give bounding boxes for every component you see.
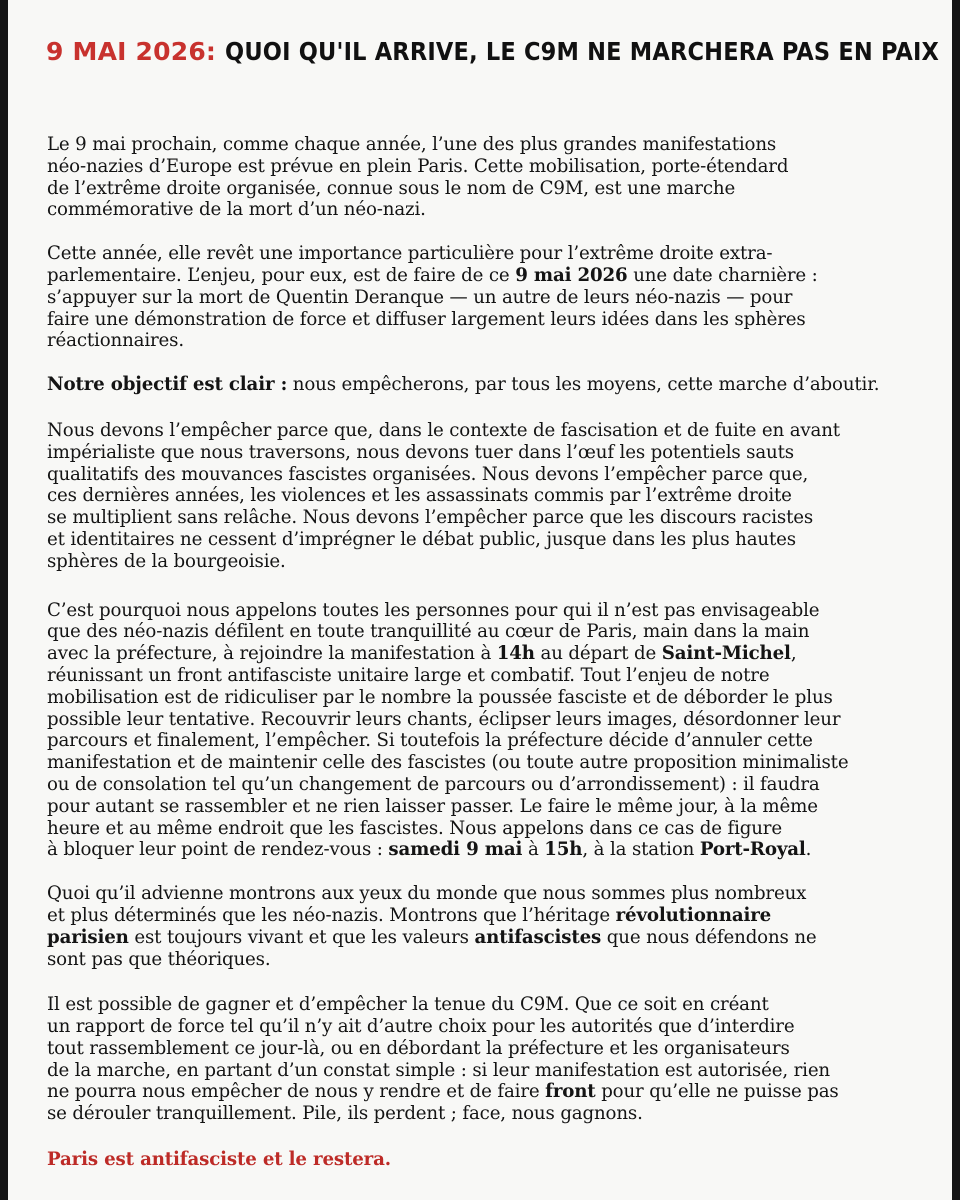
text-line: néo-nazies d’Europe est prévue en plein Paris. Cette mobilisation, porte-étendard bbox=[47, 155, 789, 177]
text-line: nous empêcherons, par tous les moyens, cette marche d’aboutir. bbox=[287, 374, 880, 396]
closing-statement: Paris est antifasciste et le restera. bbox=[47, 1149, 391, 1171]
bold-time: 14h bbox=[496, 643, 535, 665]
text-line: manifestation et de maintenir celle des fascistes (ou toute autre proposition minimaliste bbox=[47, 752, 849, 774]
text-line: réactionnaires. bbox=[47, 330, 184, 352]
text-line: ne pourra nous empêcher de nous y rendre et de faire bbox=[47, 1081, 546, 1103]
text-line: Nous devons l’empêcher parce que, dans le contexte de fascisation et de fuite en avant bbox=[47, 419, 840, 441]
bold-word: révolutionnaire bbox=[615, 904, 772, 926]
text-line: commémorative de la mort d’un néo-nazi. bbox=[47, 199, 426, 221]
text-line: parcours et finalement, l’empêcher. Si toutefois la préfecture décide d’annuler cette bbox=[47, 730, 813, 752]
article-body bbox=[47, 134, 927, 1193]
text-line: ou de consolation tel qu’un changement de parcours ou d’arrondissement) : il faudra bbox=[47, 773, 820, 795]
text-line: mobilisation est de ridiculiser par le nombre la poussée fasciste et de déborder le plus bbox=[47, 686, 833, 708]
bold-date: samedi 9 mai bbox=[388, 839, 523, 861]
paragraph-call bbox=[47, 600, 927, 862]
bold-time: 15h bbox=[544, 839, 583, 861]
text-line: sphères de la bourgeoisie. bbox=[47, 550, 286, 572]
text-line: qualitatifs des mouvances fascistes organisées. Nous devons l’empêcher parce que, bbox=[47, 463, 809, 485]
bold-word: front bbox=[545, 1081, 596, 1103]
bold-word: parisien bbox=[47, 926, 129, 948]
text-line: Quoi qu’il advienne montrons aux yeux du monde que nous sommes plus nombreux bbox=[47, 883, 807, 905]
text-line: au départ de bbox=[534, 643, 662, 665]
text-line: faire une démonstration de force et diffuser largement leurs idées dans les sphères bbox=[47, 308, 806, 330]
text-line: et plus déterminés que les néo-nazis. Montrons que l’héritage bbox=[47, 904, 616, 926]
text-line: tout rassemblement ce jour-là, ou en débordant la préfecture et les organisateurs bbox=[47, 1037, 790, 1059]
text-line: à bbox=[522, 839, 545, 861]
text-line: réunissant un front antifasciste unitaire large et combatif. Tout l’enjeu de notre bbox=[47, 664, 770, 686]
paragraph-reasons bbox=[47, 420, 927, 573]
text-line: se multiplient sans relâche. Nous devons l’empêcher parce que les discours racistes bbox=[47, 507, 814, 529]
text-line: que nous défendons ne bbox=[601, 926, 817, 948]
text-line: heure et au même endroit que les fascistes. Nous appelons dans ce cas de figure bbox=[47, 817, 782, 839]
text-line: pour autant se rassembler et ne rien laisser passer. Le faire le même jour, à la même bbox=[47, 795, 818, 817]
bold-place: Port-Royal bbox=[699, 839, 806, 861]
right-border bbox=[952, 0, 960, 1200]
title-text: QUOI QU'IL ARRIVE, LE C9M NE MARCHERA PAS EN PAIX bbox=[225, 37, 940, 66]
bold-date: 9 mai 2026 bbox=[515, 264, 628, 286]
text-line: sont pas que théoriques. bbox=[47, 948, 271, 970]
text-line: avec la préfecture, à rejoindre la manifestation à bbox=[47, 643, 497, 665]
text-line: un rapport de force tel qu’il n’y ait d’autre choix pour les autorités que d’interdire bbox=[47, 1016, 795, 1038]
paragraph-objective bbox=[47, 374, 927, 396]
text-line: s’appuyer sur la mort de Quentin Deranque — un autre de leurs néo-nazis — pour bbox=[47, 286, 793, 308]
paragraph-determination bbox=[47, 883, 927, 970]
text-line: C’est pourquoi nous appelons toutes les personnes pour qui il n’est pas envisageable bbox=[47, 599, 820, 621]
text-line: impérialiste que nous traversons, nous devons tuer dans l’œuf les potentiels sauts bbox=[47, 441, 794, 463]
text-line: , bbox=[790, 643, 797, 665]
text-line: . bbox=[805, 839, 812, 861]
objective-label: Notre objectif est clair : bbox=[47, 374, 288, 396]
text-line: est toujours vivant et que les valeurs bbox=[128, 926, 475, 948]
title-colon: : bbox=[205, 37, 217, 66]
left-border bbox=[0, 0, 8, 1200]
text-line: à bloquer leur point de rendez-vous : bbox=[47, 839, 389, 861]
text-line: une date charnière : bbox=[627, 264, 818, 286]
title-date: 9 MAI 2026 bbox=[46, 37, 206, 66]
text-line: de la marche, en partant d’un constat simple : si leur manifestation est autorisée, rien bbox=[47, 1059, 830, 1081]
text-line: de l’extrême droite organisée, connue sous le nom de C9M, est une marche bbox=[47, 177, 736, 199]
text-line: Il est possible de gagner et d’empêcher la tenue du C9M. Que ce soit en créant bbox=[47, 994, 769, 1016]
text-line: et identitaires ne cessent d’imprégner le débat public, jusque dans les plus hautes bbox=[47, 528, 796, 550]
text-line: , à la station bbox=[582, 839, 700, 861]
paragraph-intro bbox=[47, 134, 927, 221]
text-line: se dérouler tranquillement. Pile, ils perdent ; face, nous gagnons. bbox=[47, 1103, 643, 1125]
text-line: parlementaire. L’enjeu, pour eux, est de faire de ce bbox=[47, 264, 516, 286]
paragraph-context bbox=[47, 243, 927, 352]
text-line: possible leur tentative. Recouvrir leurs chants, éclipser leurs images, désordonner leur bbox=[47, 708, 841, 730]
text-line: pour qu’elle ne puisse pas bbox=[595, 1081, 839, 1103]
bold-place: Saint-Michel bbox=[661, 643, 791, 665]
page-title bbox=[46, 34, 940, 74]
bold-word: antifascistes bbox=[474, 926, 602, 948]
text-line: Cette année, elle revêt une importance particulière pour l’extrême droite extra- bbox=[47, 243, 773, 265]
text-line: ces dernières années, les violences et les assassinats commis par l’extrême droite bbox=[47, 485, 792, 507]
paragraph-strategy bbox=[47, 994, 927, 1125]
text-line: que des néo-nazis défilent en toute tranquillité au cœur de Paris, main dans la main bbox=[47, 621, 810, 643]
text-line: Le 9 mai prochain, comme chaque année, l’une des plus grandes manifestations bbox=[47, 134, 777, 155]
